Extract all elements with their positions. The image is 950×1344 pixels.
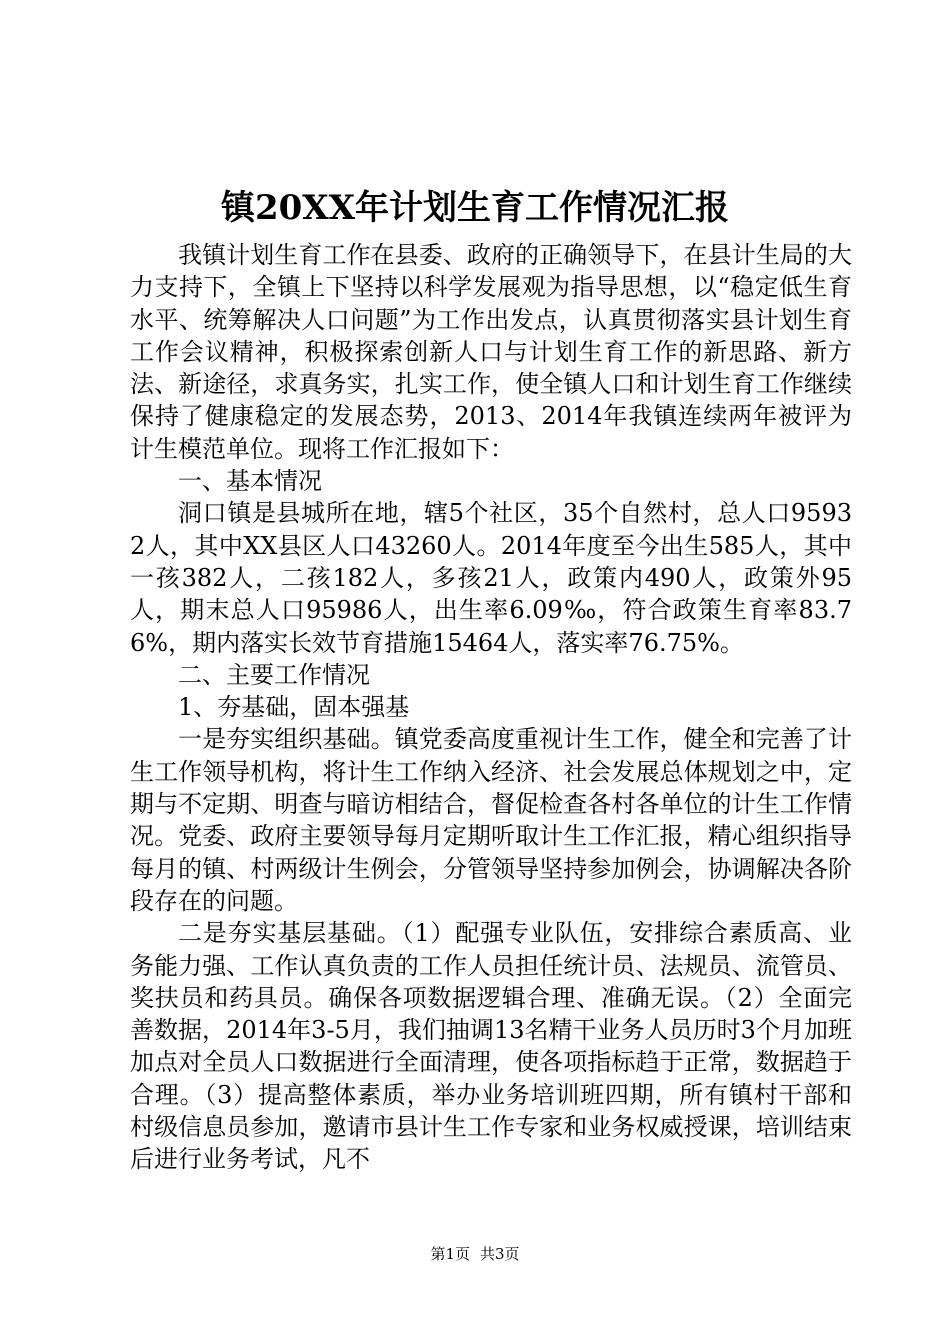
paragraph-basic-situation: 洞口镇是县城所在地，辖5个社区，35个自然村，总人口95932人，其中XX县区人口43260人。2014年度至今出生585人，其中一孩382人，二孩182人，多孩21人，政策内490人，政策外95人，期末总人口95986人，出生率6.09‰，符合政策生育率83.76%，期内落实长效节育措施15464人，落实率76.75%。 bbox=[130, 499, 852, 657]
page-number: 第1页 bbox=[430, 1245, 470, 1263]
document-body bbox=[130, 239, 852, 1176]
page-footer bbox=[0, 1244, 950, 1264]
document-title: 镇20XX年计划生育工作情况汇报 bbox=[220, 188, 730, 228]
paragraph-organization-foundation: 一是夯实组织基础。镇党委高度重视计生工作，健全和完善了计生工作领导机构，将计生工作纳入经济、社会发展总体规划之中，定期与不定期、明查与暗访相结合，督促检查各村各单位的计生工作情况。党委、政府主要领导每月定期听取计生工作汇报，精心组织指导每月的镇、村两级计生例会，分管领导坚持参加例会，协调解决各阶段存在的问题。 bbox=[130, 725, 852, 915]
section-heading-main-work: 二、主要工作情况 bbox=[178, 660, 370, 689]
paragraph-intro: 我镇计划生育工作在县委、政府的正确领导下，在县计生局的大力支持下，全镇上下坚持以科学发展观为指导思想，以“稳定低生育水平、统筹解决人口问题”为工作出发点，认真贯彻落实县计划生育工作会议精神，积极探索创新人口与计划生育工作的新思路、新方法、新途径，求真务实，扎实工作，使全镇人口和计划生育工作继续保持了健康稳定的发展态势，2013、2014年我镇连续两年被评为计生模范单位。现将工作汇报如下： bbox=[130, 241, 852, 463]
subsection-heading-foundation: 1、夯基础，固本强基 bbox=[178, 693, 410, 722]
section-heading-basic-situation: 一、基本情况 bbox=[178, 467, 322, 496]
page-total: 共3页 bbox=[480, 1245, 520, 1263]
paragraph-grassroots-foundation: 二是夯实基层基础。（1）配强专业队伍，安排综合素质高、业务能力强、工作认真负责的工作人员担任统计员、法规员、流管员、奖扶员和药具员。确保各项数据逻辑合理、准确无误。（2）全面完善数据，2014年3-5月，我们抽调13名精干业务人员历时3个月加班加点对全员人口数据进行全面清理，使各项指标趋于正常，数据趋于合理。（3）提高整体素质，举办业务培训班四期，所有镇村干部和村级信息员参加，邀请市县计生工作专家和业务权威授课，培训结束后进行业务考试，凡不 bbox=[130, 919, 852, 1174]
